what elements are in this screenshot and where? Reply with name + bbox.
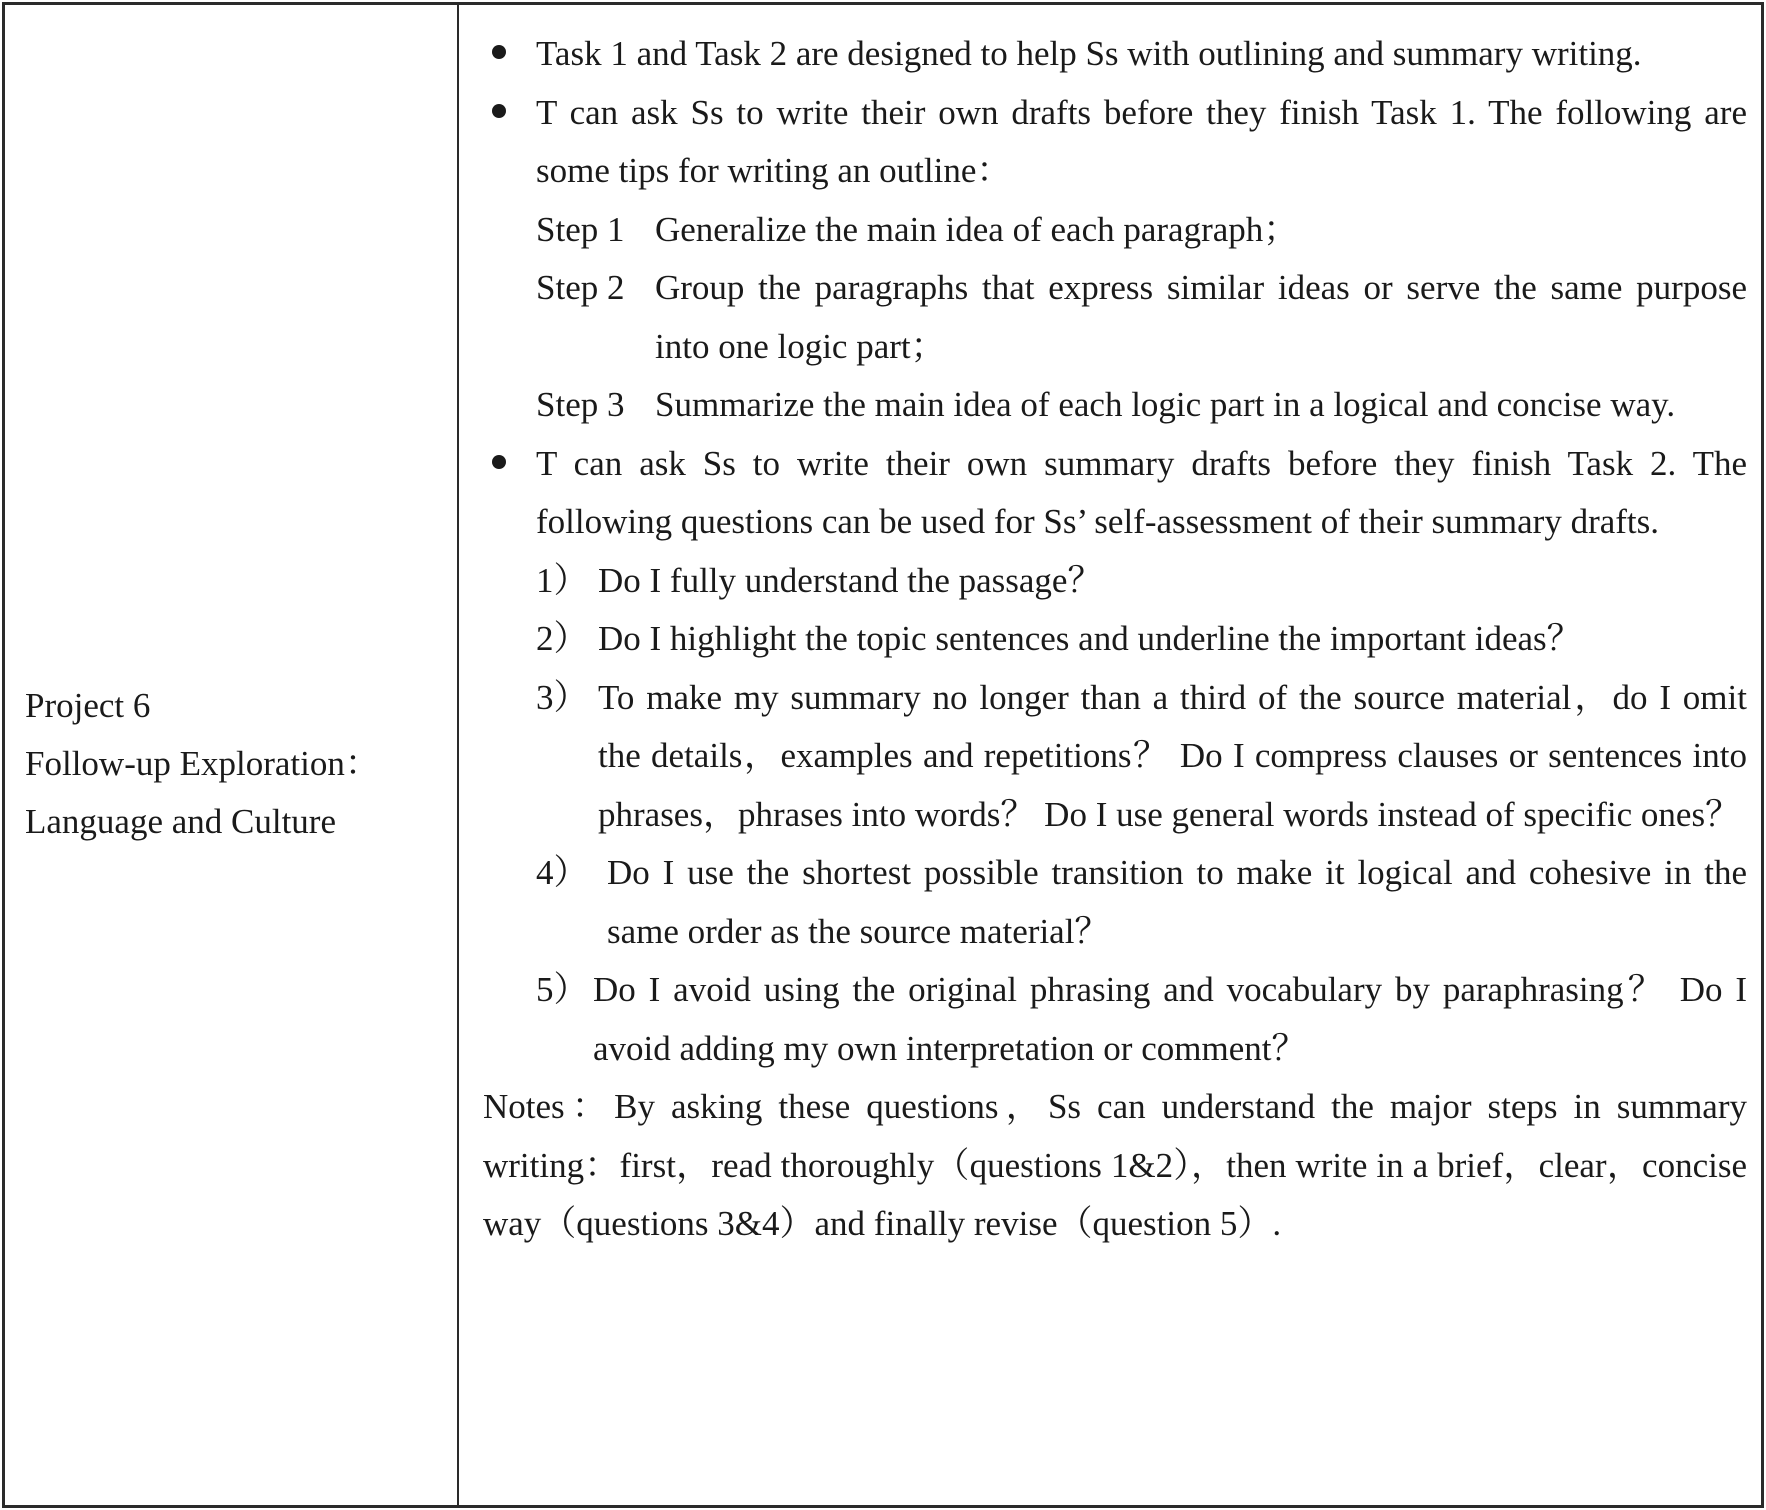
project-subtitle: Follow-up Exploration： — [25, 744, 380, 783]
question-text: To make my summary no longer than a third of the source material，do I omit the details，examples and repetitions？ Do I compress clauses or sentences into phrases，phrases into words？ Do I use general words instead of specific ones？ — [598, 677, 1747, 834]
step-text: Generalize the main idea of each paragraph； — [655, 209, 1299, 249]
question-number: 5） — [536, 970, 589, 1009]
notes-paragraph: Notes：By asking these questions，Ss can understand the major steps in summary writing：first，read thoroughly（questions 1&2），then write in a brief，clear，concise way（questions 3&4）and finally revise（question 5）. — [483, 1087, 1747, 1243]
step-text: Group the paragraphs that express similar ideas or serve the same purpose into one logic part； — [655, 268, 1747, 366]
outline-step — [483, 201, 1747, 260]
self-assessment-question — [483, 610, 1747, 669]
bullet-text: T can ask Ss to write their own drafts before they finish Task 1. The following are some tips for writing an outline： — [536, 92, 1747, 190]
outline-step — [483, 376, 1747, 435]
bullet-icon — [492, 455, 506, 469]
question-number: 2） — [536, 619, 589, 658]
self-assessment-question — [483, 669, 1747, 845]
project-cell — [25, 677, 380, 851]
question-text: Do I use the shortest possible transition to make it logical and cohesive in the same order as the source material？ — [607, 853, 1747, 951]
self-assessment-question — [483, 844, 1747, 961]
step-label: Step 3 — [536, 385, 625, 424]
step-label: Step 2 — [536, 268, 625, 307]
content-table — [2, 2, 1764, 1508]
project-title: Project 6 — [25, 686, 151, 725]
guidance-cell — [483, 25, 1747, 1254]
step-text: Summarize the main idea of each logic part in a logical and concise way. — [655, 385, 1676, 424]
self-assessment-question — [483, 961, 1747, 1078]
question-number: 4） — [536, 853, 589, 892]
bullet-text: T can ask Ss to write their own summary drafts before they finish Task 2. The following questions can be used for Ss’ self-assessment of their summary drafts. — [536, 443, 1747, 541]
bullet-item-tasks — [483, 25, 1747, 84]
question-text: Do I highlight the topic sentences and underline the important ideas？ — [598, 619, 1582, 658]
outline-step — [483, 259, 1747, 376]
question-number: 3） — [536, 677, 589, 717]
bullet-icon — [492, 104, 506, 118]
project-topic: Language and Culture — [25, 802, 337, 841]
question-number: 1） — [536, 560, 589, 600]
bullet-text: Task 1 and Task 2 are designed to help Ss with outlining and summary writing. — [536, 34, 1642, 73]
bullet-item-outline — [483, 84, 1747, 201]
bullet-icon — [492, 45, 506, 59]
question-text: Do I fully understand the passage？ — [598, 560, 1103, 600]
self-assessment-question — [483, 552, 1747, 611]
question-text: Do I avoid using the original phrasing and vocabulary by paraphrasing？ Do I avoid adding my own interpretation or comment？ — [593, 970, 1747, 1068]
step-label: Step 1 — [536, 209, 625, 249]
column-divider — [457, 5, 459, 1505]
bullet-item-summary — [483, 435, 1747, 552]
